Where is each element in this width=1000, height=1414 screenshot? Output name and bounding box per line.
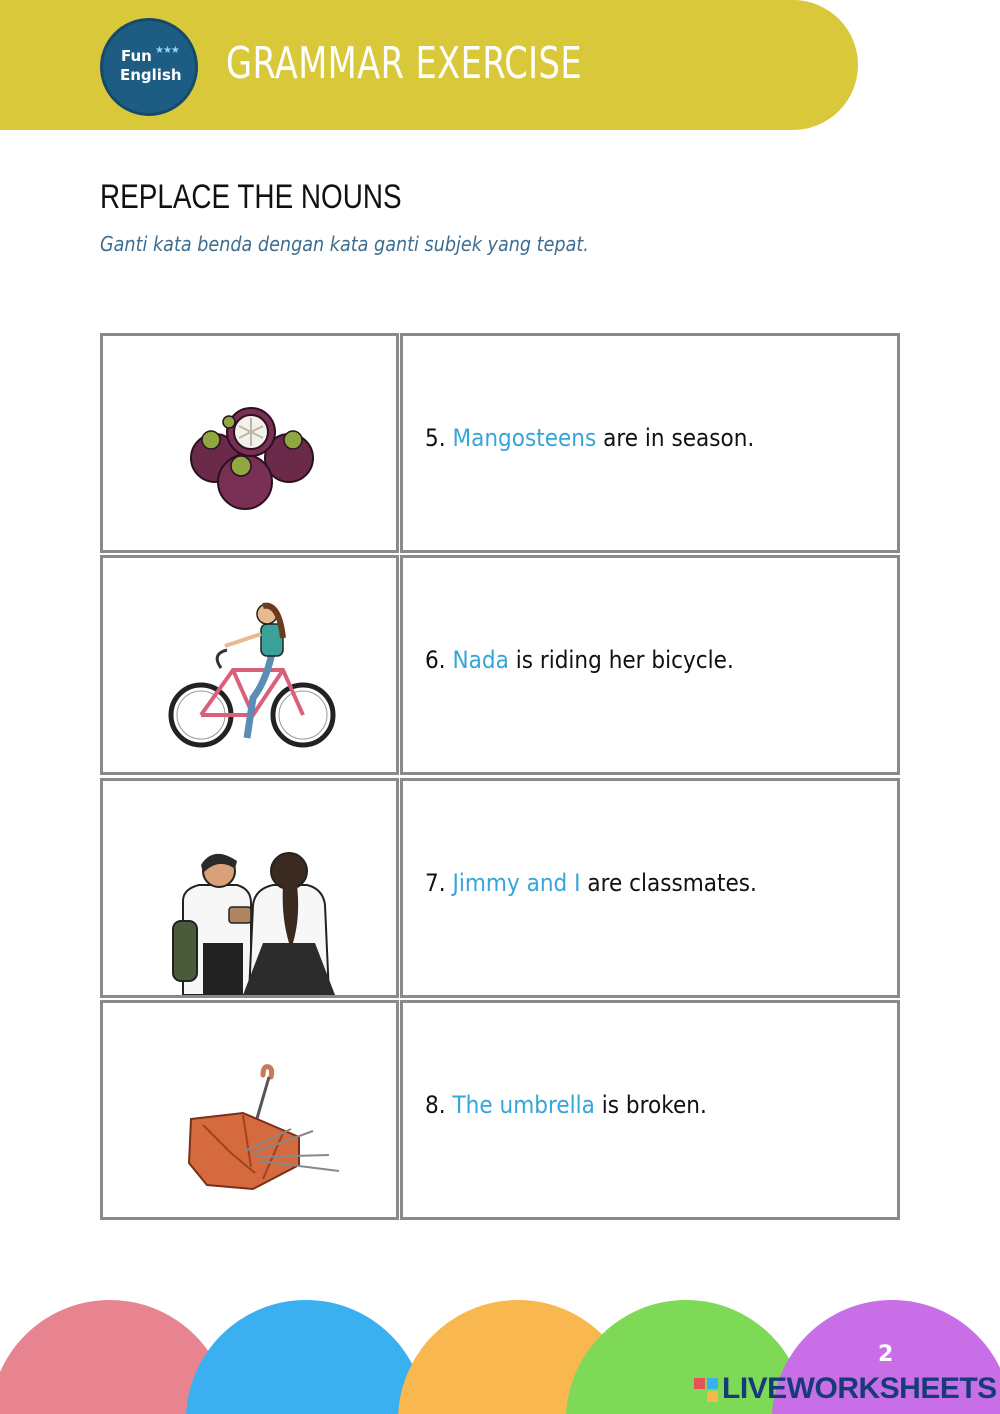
section-title: REPLACE THE NOUNS (100, 178, 402, 216)
sentence-7 (425, 869, 757, 897)
sentence-number: 8. (425, 1091, 446, 1119)
sentence-cell (400, 555, 900, 775)
sentence-rest: are in season. (596, 424, 755, 452)
picture-cell (100, 778, 399, 998)
sentence-cell (400, 1000, 900, 1220)
two-students-picture (103, 781, 396, 995)
picture-cell (100, 1000, 399, 1220)
sentence-5 (425, 424, 754, 452)
sentence-rest: are classmates. (580, 869, 757, 897)
sentence-8 (425, 1091, 707, 1119)
footer-circle-blue (186, 1300, 426, 1414)
noun-highlight[interactable]: Mangosteens (452, 424, 597, 452)
fun-english-logo (100, 18, 198, 116)
picture-cell (100, 333, 399, 553)
sentence-number: 5. (425, 424, 446, 452)
picture-cell (100, 555, 399, 775)
sentence-number: 6. (425, 646, 446, 674)
liveworksheets-icon (694, 1378, 718, 1402)
noun-highlight[interactable]: Nada (452, 646, 509, 674)
liveworksheets-logo[interactable] (694, 1372, 997, 1408)
sentence-cell (400, 778, 900, 998)
logo-line2: English (120, 66, 182, 84)
instruction-text: Ganti kata benda dengan kata ganti subjek yang tepat. (100, 232, 589, 256)
sentence-number: 7. (425, 869, 446, 897)
sentence-cell (400, 333, 900, 553)
sentence-rest: is broken. (594, 1091, 707, 1119)
logo-line1: Fun (121, 47, 152, 65)
noun-highlight[interactable]: The umbrella (452, 1091, 595, 1119)
mangosteen-picture (103, 336, 396, 550)
broken-umbrella-picture (103, 1003, 396, 1217)
sentence-rest: is riding her bicycle. (508, 646, 734, 674)
noun-highlight[interactable]: Jimmy and I (452, 869, 581, 897)
girl-on-bicycle-picture (103, 558, 396, 772)
page-title: GRAMMAR EXERCISE (226, 38, 583, 89)
sentence-6 (425, 646, 734, 674)
logo-stars: ★★★ (155, 45, 179, 56)
liveworksheets-brand: LIVEWORKSHEETS (722, 1372, 997, 1405)
page-number: 2 (878, 1342, 894, 1367)
